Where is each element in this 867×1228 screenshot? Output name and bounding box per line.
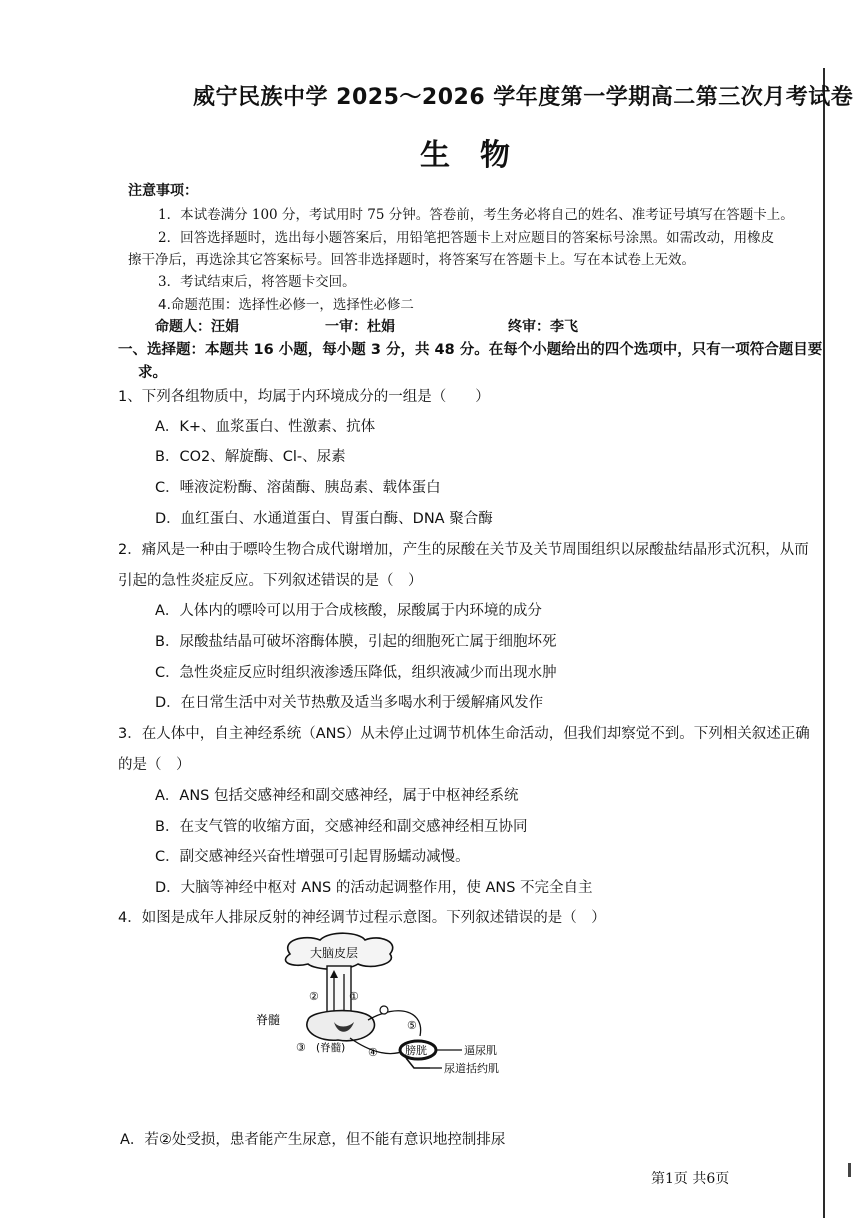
notes-heading: 注意事项： (128, 183, 198, 199)
sphincter-label: 尿道括约肌 (444, 1062, 499, 1075)
label-circle-2: ② (309, 990, 319, 1003)
author-credit: 命题人：汪娟 (155, 319, 239, 335)
urination-reflex-diagram (250, 932, 550, 1082)
q1-option-c: C．唾液淀粉酶、溶菌酶、胰岛素、载体蛋白 (155, 480, 441, 496)
efferent-nerve (350, 1038, 406, 1054)
note-item-3: 3．考试结束后，将答题卡交回。 (158, 274, 356, 290)
label-circle-4: ④ (368, 1046, 378, 1059)
spine-label: 脊髓 (256, 1013, 281, 1027)
note-item-1: 1．本试卷满分 100 分，考试用时 75 分钟。答卷前，考生务必将自己的姓名、准考证号填写在答题卡上。 (158, 207, 794, 223)
subject-title: 生物 (420, 138, 540, 173)
q2-option-a: A．人体内的嘌呤可以用于合成核酸，尿酸属于内环境的成分 (155, 603, 542, 619)
label-circle-5: ⑤ (407, 1019, 417, 1032)
q1-option-b: B．CO2、解旋酶、Cl-、尿素 (155, 449, 346, 465)
ganglion-node (380, 1006, 388, 1014)
q3-stem-line-2: 的是（ ） (118, 757, 191, 773)
q4-option-a: A．若②处受损，患者能产生尿意，但不能有意识地控制排尿 (120, 1132, 506, 1148)
label-circle-3: ③ (296, 1041, 306, 1054)
label-circle-1: ① (349, 990, 359, 1003)
q3-option-b: B．在支气管的收缩方面，交感神经和副交感神经相互协同 (155, 819, 528, 835)
spine-paren-label: (脊髓) (316, 1042, 346, 1054)
bladder-label: 膀胱 (405, 1044, 427, 1057)
q2-option-d: D．在日常生活中对关节热敷及适当多喝水利于缓解痛风发作 (155, 695, 544, 711)
page-number: 第1页 共6页 (651, 1171, 730, 1187)
first-review-credit: 一审：杜娟 (325, 319, 395, 335)
q2-option-c: C．急性炎症反应时组织液渗透压降低，组织液减少而出现水肿 (155, 665, 557, 681)
scan-page-edge (823, 68, 825, 1218)
scan-edge-mark (848, 1163, 851, 1177)
exam-title: 威宁民族中学 2025～2026 学年度第一学期高二第三次月考试卷 (193, 85, 854, 110)
q2-stem-line-2: 引起的急性炎症反应。下列叙述错误的是（ ） (118, 573, 423, 589)
final-review-credit: 终审：李飞 (508, 319, 578, 335)
q2-option-b: B．尿酸盐结晶可破坏溶酶体膜，引起的细胞死亡属于细胞坏死 (155, 634, 557, 650)
note-item-2-line-2: 擦干净后，再选涂其它答案标号。回答非选择题时，将答案写在答题卡上。写在本试卷上无效。 (128, 252, 695, 268)
cortex-label: 大脑皮层 (310, 946, 359, 960)
q1-stem: 1、下列各组物质中，均属于内环境成分的一组是（ ） (118, 389, 490, 405)
section-heading-line-1: 一、选择题：本题共 16 小题，每小题 3 分，共 48 分。在每个小题给出的四个选项中，只有一项符合题目要 (118, 342, 823, 358)
q3-option-a: A．ANS 包括交感神经和副交感神经，属于中枢神经系统 (155, 788, 519, 804)
section-heading-line-2: 求。 (138, 365, 167, 381)
q2-stem-line-1: 2．痛风是一种由于嘌呤生物合成代谢增加，产生的尿酸在关节及关节周围组织以尿酸盐结晶形式沉积，从而 (118, 542, 809, 558)
q3-option-d: D．大脑等神经中枢对 ANS 的活动起调整作用，使 ANS 不完全自主 (155, 880, 593, 896)
q4-stem: 4．如图是成年人排尿反射的神经调节过程示意图。下列叙述错误的是（ ） (118, 910, 606, 926)
note-item-4: 4.命题范围：选择性必修一，选择性必修二 (158, 297, 414, 313)
note-item-2-line-1: 2．回答选择题时，选出每小题答案后，用铅笔把答题卡上对应题目的答案标号涂黑。如需改动，用橡皮 (158, 230, 775, 246)
q1-option-a: A．K+、血浆蛋白、性激素、抗体 (155, 419, 376, 435)
q3-option-c: C．副交感神经兴奋性增强可引起胃肠蠕动减慢。 (155, 849, 470, 865)
spinal-cord-section (307, 1011, 375, 1041)
q1-option-d: D．血红蛋白、水通道蛋白、胃蛋白酶、DNA 聚合酶 (155, 511, 493, 527)
detrusor-label: 逼尿肌 (464, 1044, 497, 1057)
q3-stem-line-1: 3．在人体中，自主神经系统（ANS）从未停止过调节机体生命活动，但我们却察觉不到。下列相关叙述正确 (118, 726, 810, 742)
